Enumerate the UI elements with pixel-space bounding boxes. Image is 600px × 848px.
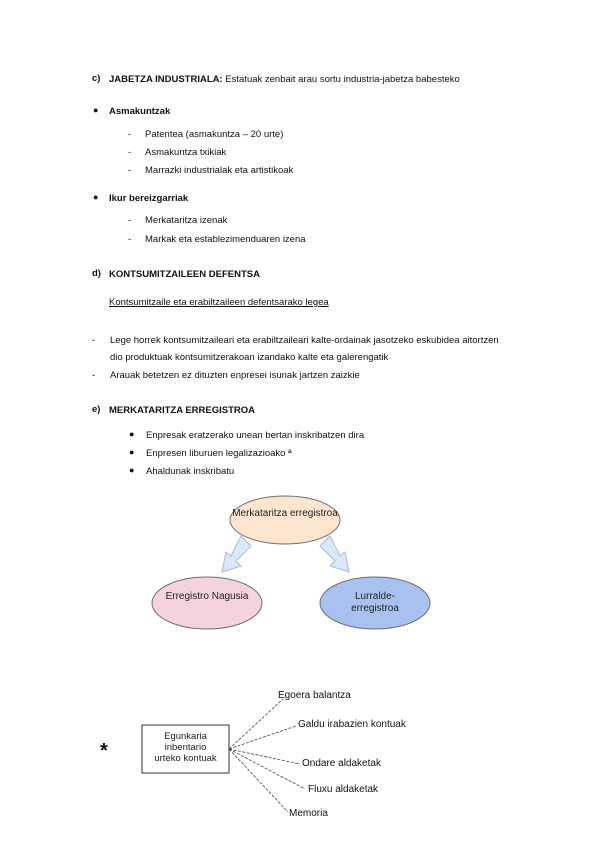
node-right-label: Lurralde-erregistroa <box>351 591 399 614</box>
list-item: Marrazki industrialak eta artistikoak <box>145 165 294 176</box>
dash-icon: - <box>128 129 132 140</box>
section-e-title: MERKATARITZA ERREGISTROA <box>109 405 256 416</box>
dash-icon: - <box>128 234 132 245</box>
dash-icon: - <box>92 335 96 346</box>
tree-branch-label: Memoria <box>289 808 328 819</box>
bullet-icon: ● <box>129 447 135 457</box>
group-asmakuntzak-heading: Asmakuntzak <box>109 106 171 117</box>
section-e-marker: e) <box>92 404 101 415</box>
tree-branch-label: Ondare aldaketak <box>302 758 381 769</box>
node-top-ellipse <box>230 496 340 544</box>
tree-branch-label: Egoera balantza <box>278 690 351 701</box>
section-d-title: KONTSUMITZAILEEN DEFENTSA <box>109 269 260 280</box>
node-top-label: Merkataritza erregistroa <box>232 508 338 519</box>
list-item: Asmakuntza txikiak <box>145 147 227 158</box>
paragraph-line: Lege horrek kontsumitzaileari eta erabiltzaileari kalte-ordainak jasotzeko eskubidea aitortzen <box>110 335 499 346</box>
bullet-icon: ● <box>129 465 135 475</box>
paragraph-line: dio produktuak kontsumitzerakoan izandako kalte eta galerengatik <box>110 352 389 363</box>
list-item: Enpresak eratzerako unean bertan inskribatzen dira <box>146 430 365 441</box>
section-d-marker: d) <box>92 268 101 279</box>
list-item: Merkataritza izenak <box>145 215 228 226</box>
tree-branch-label: Fluxu aldaketak <box>308 784 379 795</box>
section-c-title: JABETZA INDUSTRIALA: <box>109 74 223 85</box>
dash-icon: - <box>128 165 132 176</box>
node-left-ellipse <box>152 577 262 629</box>
arrow-down-left-icon <box>222 536 251 572</box>
dash-icon: - <box>128 147 132 158</box>
list-item: Enpresen liburuen legalizazioako ª <box>146 448 292 459</box>
paragraph-line: Arauak betetzen ez dituzten enpresei isunak jartzen zaizkie <box>110 370 360 381</box>
list-item: Patentea (asmakuntza – 20 urte) <box>145 129 284 140</box>
tree-box-line: inbentario <box>164 742 207 753</box>
bullet-icon: ● <box>93 105 99 115</box>
bullet-icon: ● <box>129 429 135 439</box>
section-c-description: Estatuak zenbait arau sortu industria-jabetza babesteko <box>225 74 460 85</box>
list-item: Markak eta establezimenduaren izena <box>145 234 306 245</box>
asterisk-icon: * <box>100 740 108 762</box>
tree-box-line: Egunkaria <box>164 731 207 742</box>
bullet-icon: ● <box>93 192 99 202</box>
arrow-down-right-icon <box>320 536 349 572</box>
list-item: Ahaldunak inskribatu <box>146 466 235 477</box>
section-c-marker: c) <box>92 73 101 84</box>
law-title: Kontsumitzaile eta erabiltzaileen defentsarako legea <box>109 297 329 308</box>
group-ikur-heading: Ikur bereizgarriak <box>109 193 189 204</box>
tree-box-line: urteko kontuak <box>154 753 217 764</box>
tree-branch-label: Galdu irabazien kontuak <box>298 719 406 730</box>
tree-box-label <box>142 731 229 764</box>
dash-icon: - <box>92 370 96 381</box>
tree-branches <box>229 699 305 812</box>
dash-icon: - <box>128 215 132 226</box>
node-left-label: Erregistro Nagusia <box>165 591 249 602</box>
